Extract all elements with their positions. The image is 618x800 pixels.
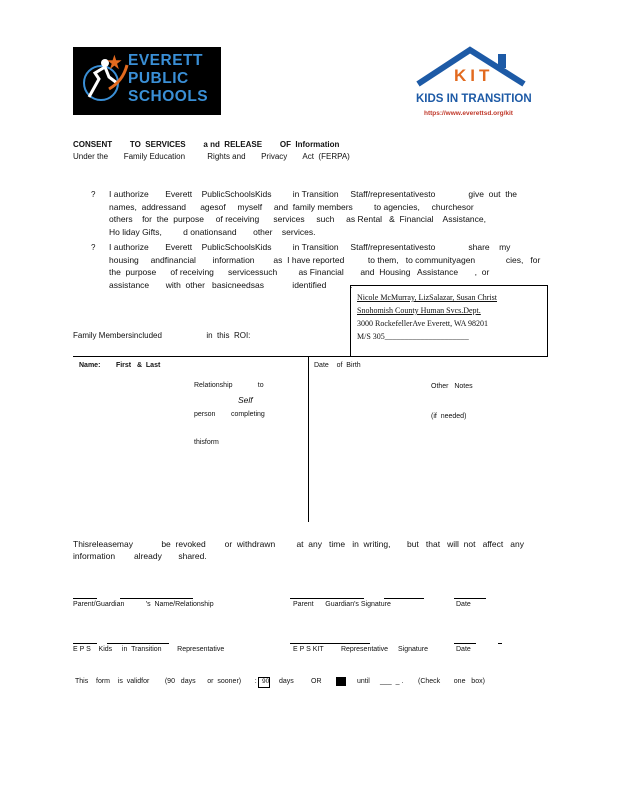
signature-line[interactable] <box>107 643 169 644</box>
parent-signature-label: Parent Guardian's Signature <box>293 601 391 608</box>
recipient-mailstop: M/S 305_____________________ <box>357 332 469 341</box>
revoke-line-1: Thisreleasemay be revoked or withdrawn at any time in writing, but that will not affect any <box>73 539 524 549</box>
form-subtitle: Under the Family Education Rights and Privacy Act (FERPA) <box>73 152 350 161</box>
table-top-rule <box>73 356 546 357</box>
eps-logo-line1: EVERETT <box>128 52 203 69</box>
bullet-2-line: assistance with other basicneedsas identified . <box>109 279 353 290</box>
bullet-2-line: I authorize Everett PublicSchoolsKids in Transition Staff/representativesto share my <box>109 242 511 252</box>
col-header-dob: Date of Birth <box>314 362 361 369</box>
signature-line[interactable] <box>454 643 476 644</box>
signature-line[interactable] <box>498 643 502 644</box>
col-header-notes <box>431 362 473 432</box>
ninety-days-checkbox[interactable] <box>258 677 270 688</box>
notes-header-line: Other Notes <box>431 383 473 390</box>
eps-logo-line3: SCHOOLS <box>128 88 209 105</box>
days-label: days <box>279 678 294 685</box>
until-label: until <box>357 678 370 685</box>
form-title: CONSENT TO SERVICES a nd RELEASE OF Information <box>73 140 340 149</box>
bullet-1-line: Ho liday Gifts, d onationsand other services. <box>109 226 316 237</box>
signature-line[interactable] <box>290 643 370 644</box>
revoke-line-2: information already shared. <box>73 551 207 561</box>
kit-url: https://www.everettsd.org/kit <box>424 110 513 117</box>
or-label: OR <box>311 678 322 685</box>
bullet-1-line: others for the purpose of receiving services such as Rental & Financial Assistance, <box>109 214 487 224</box>
recipient-address: 3000 RockefellerAve Everett, WA 98201 <box>357 319 488 328</box>
parent-name-label: Parent/Guardian 's Name/Relationship <box>73 601 214 608</box>
rep-signature-label: Signature <box>398 646 428 653</box>
table-column-divider <box>308 356 309 522</box>
col-header-relationship <box>194 362 265 457</box>
recipient-names: Nicole McMurray, LizSalazar, Susan Christ <box>357 293 498 302</box>
eps-logo-line2: PUBLIC <box>128 70 189 87</box>
until-date-blank[interactable]: ___ _ . <box>380 678 404 685</box>
signature-line[interactable] <box>120 598 193 599</box>
rep-date-label: Date <box>456 646 471 653</box>
bullet-2-line: housing andfinancial information as I have reported to them, to communityagen cies, for <box>109 254 541 265</box>
validity-text: This form is validfor (90 days or sooner) : <box>75 678 257 685</box>
everett-public-schools-logo <box>73 47 221 115</box>
bullet-glyph: ? <box>91 243 96 252</box>
bullet-glyph: ? <box>91 190 96 199</box>
eps-kit-rep-label: E P S KIT Representative <box>293 646 389 653</box>
kit-brand: KIT <box>454 66 494 85</box>
col-header-name: Name: First & Last <box>79 362 161 369</box>
bullet-2-line: the purpose of receiving servicessuch as Financial and Housing Assistance , or <box>109 267 490 277</box>
notes-header-line: (if needed) <box>431 413 467 420</box>
bullet-1-line: names, addressand agesof myself and family members to agencies, churchesor <box>109 201 474 212</box>
signature-line[interactable] <box>290 598 364 599</box>
until-date-checkbox[interactable] <box>336 677 346 686</box>
relationship-header-line: Relationship to <box>194 382 264 389</box>
signature-line[interactable] <box>73 643 97 644</box>
bullet-1-line: I authorize Everett PublicSchoolsKids in Transition Staff/representativesto give out the <box>109 189 518 199</box>
signature-line[interactable] <box>454 598 486 599</box>
eps-rep-label: E P S Kids in Transition Representative <box>73 646 225 653</box>
relationship-header-line: thisform <box>194 439 219 446</box>
days-value: 90 <box>262 678 270 685</box>
recipient-box <box>350 285 548 357</box>
kids-in-transition-logo <box>412 44 532 124</box>
recipient-agency: Snohomish County Human Svcs.Dept. <box>357 306 481 315</box>
parent-date-label: Date <box>456 601 471 608</box>
eps-emblem-icon <box>79 53 129 109</box>
relationship-header-line: person completing <box>194 410 265 418</box>
kit-name: KIDS IN TRANSITION <box>416 93 532 105</box>
signature-line[interactable] <box>384 598 424 599</box>
family-members-label: Family Membersincluded in this ROI: <box>73 331 251 340</box>
relationship-value-self[interactable]: Self <box>238 395 253 405</box>
check-one-box-note: (Check one box) <box>418 678 485 685</box>
signature-line[interactable] <box>73 598 97 599</box>
